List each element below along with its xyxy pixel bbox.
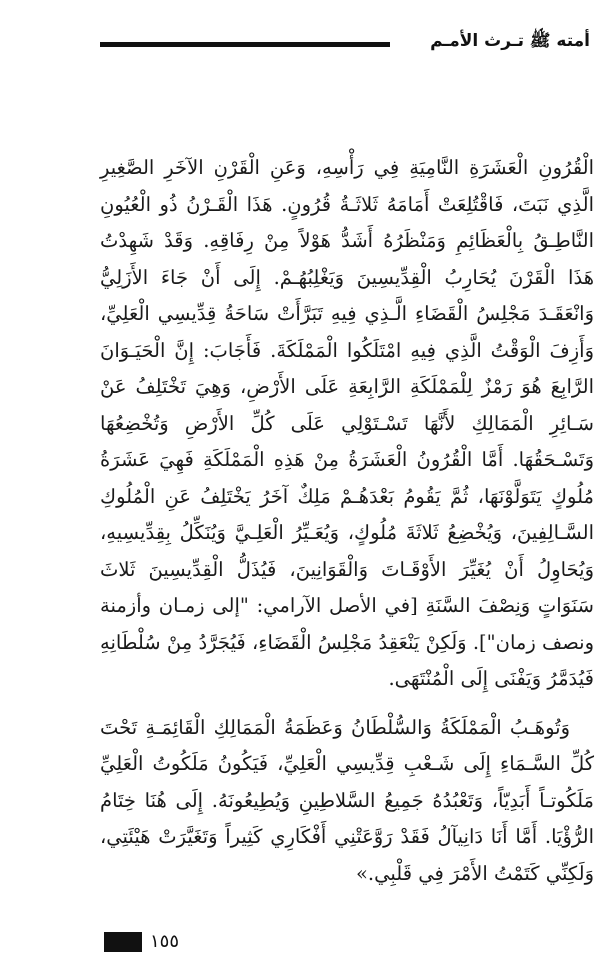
paragraph-2: وَتُوهَـبُ الْمَمْلَكَةُ وَالسُّلْطَانُ وَعَظَمَةُ الْمَمَالِكِ الْقَائِمَـةِ تَحْتَ كُلِّ السَّـمَاءِ إِلَى شَـعْبِ قِدِّيسِي الْعَلِيِّ، فَيَكُونُ مَلَكُوتُ الْعَلِيِّ مَلَكُوتـاً أَبَدِيّاً، وَتَعْبُدُهُ جَمِيعُ السَّلاطِينِ وَيُطِيعُونَهُ. إِلَى هُنَا خِتَامُ الرُّؤْيَا. أَمَّا أَنَا دَانِيآلُ فَقَدْ رَوَّعَتْنِي أَفْكَارِي كَثِيراً وَتَغَيَّرَتْ هَيْئَتِي، وَلَكِنِّي كَتَمْتُ الأَمْرَ فِي قَلْبِي.» xyxy=(100,715,594,885)
footer-block xyxy=(104,932,142,952)
body-text xyxy=(100,150,594,892)
header-title: أمته ﷺ تـرث الأمـم xyxy=(430,31,590,51)
page-footer xyxy=(100,930,300,954)
paragraph-1: الْقُرُونِ الْعَشَرَةِ النَّامِيَةِ فِي رَأْسِهِ، وَعَنِ الْقَرْنِ الآخَرِ الصَّغِيرِ الَّذِي نَبَتَ، فَاقْتُلِعَتْ أَمَامَهُ ثَلاثَـةُ قُرُونٍ. هَذَا الْقَـرْنُ ذُو الْعُيُونِ النَّاطِـقُ بِالْعَظَائِمِ وَمَنْظَرُهُ أَشَدُّ هَوْلاً مِنْ رِفَاقِهِ. وَقَدْ شَهِدْتُ هَذَا الْقَرْنَ يُحَارِبُ الْقِدِّيسِينَ وَيَغْلِبُهُـمْ. إِلَى أَنْ جَاءَ الأَزَلِيُّ وَانْعَقَـدَ مَجْلِسُ الْقَضَاءِ الَّـذِي فِيهِ تَبَرَّأَتْ سَاحَةُ قِدِّيسِي الْعَلِيِّ، وَأَزِفَ الْوَقْتُ الَّذِي فِيهِ امْتَلَكُوا الْمَمْلَكَةَ. فَأَجَابَ: إِنَّ الْحَيَـوَانَ الرَّابِعَ هُوَ رَمْزٌ لِلْمَمْلَكَةِ الرَّابِعَةِ عَلَى الأَرْضِ، وَهِيَ تَخْتَلِفُ عَنْ سَـائِرِ الْمَمَالِكِ لأَنَّهَا تَسْـتَوْلِي عَلَى كُلِّ الأَرْضِ وَتُخْضِعُهَا وَتَسْـحَقُهَا. أَمَّا الْقُرُونُ الْعَشَرَةُ مِنْ هَذِهِ الْمَمْلَكَةِ فَهِيَ عَشَرَةُ مُلُوكٍ يَتَوَلَّوْنَهَا، ثُمَّ يَقُومُ بَعْدَهُـمْ مَلِكٌ آخَرُ يَخْتَلِفُ عَنِ الْمُلُوكِ السَّـالِفِينَ، وَيُخْضِعُ ثَلاثَةَ مُلُوكٍ، وَيُعَـيِّرُ الْعَلِـيَّ وَيُنَكِّلُ بِقِدِّيسِيهِ، وَيُحَاوِلُ أَنْ يُغَيِّرَ الأَوْقَـاتَ وَالْقَوَانِينَ، فَيُذَلُّ الْقِدِّيسِينَ ثَلاثَ سَنَوَاتٍ وَنِصْفَ السَّنَةِ [في الأصل الآرامي: "إلى زمـان وأزمنة ونصف زمان"]. وَلَكِنْ يَنْعَقِدُ مَجْلِسُ الْقَضَاءِ، فَيُجَرَّدُ مِنْ سُلْطَانِهِ فَيُدَمَّرُ وَيَفْنَى إِلَى الْمُنْتَهَى. xyxy=(100,156,594,690)
header-rule xyxy=(100,42,390,47)
page-number: ١٥٥ xyxy=(150,931,180,952)
running-header xyxy=(100,30,590,54)
